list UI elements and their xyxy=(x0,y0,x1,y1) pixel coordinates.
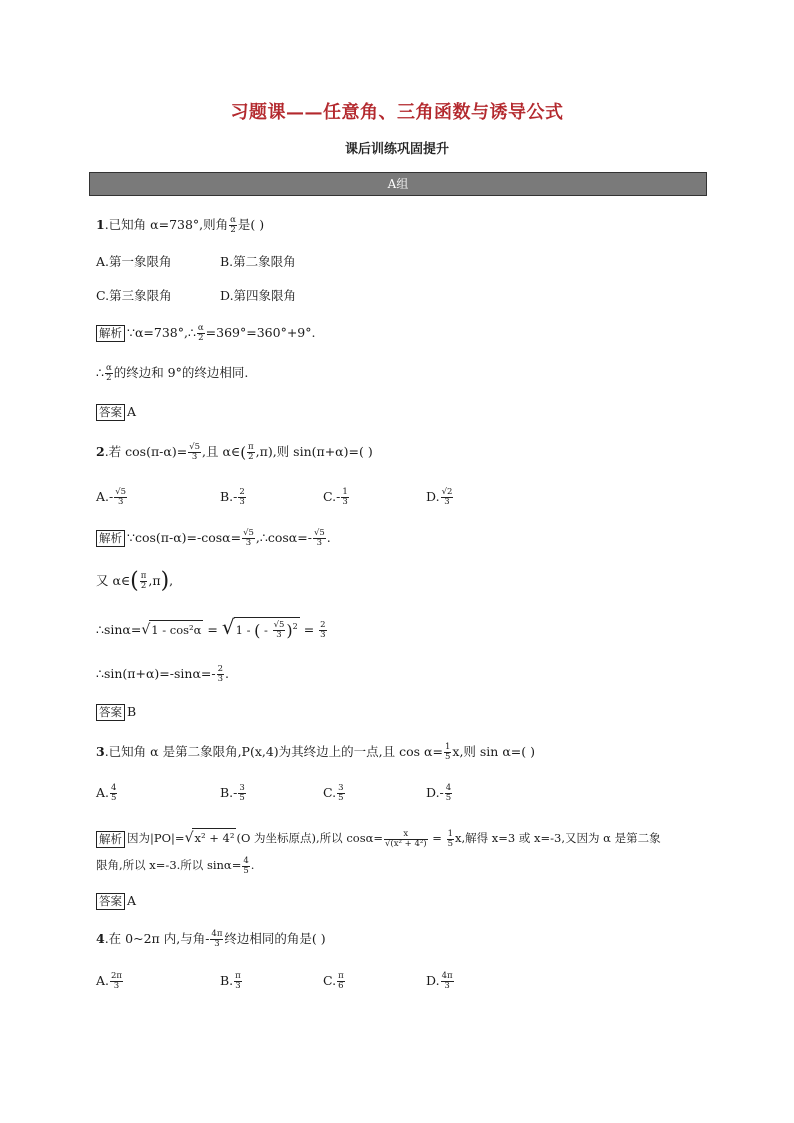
answer-tag: 答案 xyxy=(96,404,125,421)
answer-tag: 答案 xyxy=(96,893,125,910)
option-d: D. $\frac{√2}{3}$ xyxy=(426,487,453,507)
analysis-3: 解析 因为|PO|=√x² + 4² (O 为坐标原点),所以 cosα= $\frac{x}{\text{√(x² + 4²)}}$ = $\frac{1}{5}$ x,解得 x=3 或 x=-3,又因为 α 是第二象 xyxy=(96,828,661,849)
option-b: B. $\frac{\pi}{3}$ xyxy=(220,971,241,991)
question-2: 2.若 cos(π-α)= $\frac{√5}{3}$ ,且 α∈( $\frac{\pi}{2}$ ,π),则 sin(π+α)=( ) xyxy=(96,442,373,462)
option-b: B.第二象限角 xyxy=(220,254,296,269)
analysis-1-line2: ∴ $\frac{\alpha}{2}$ 的终边和 9°的终边相同. xyxy=(96,363,249,383)
option-d: D. $\frac{4\pi}{3}$ xyxy=(426,971,453,991)
answer-3 xyxy=(96,892,136,910)
option-a: A.- $\frac{√5}{3}$ xyxy=(96,487,127,507)
option-c: C. $\frac{3}{5}$ xyxy=(323,783,344,803)
fraction: $\frac{\alpha}{2}$ xyxy=(197,323,204,343)
fraction: $\frac{\alpha}{2}$ xyxy=(105,363,112,383)
answer-1 xyxy=(96,403,136,421)
answer-tag: 答案 xyxy=(96,704,125,721)
option-b: B.- $\frac{2}{3}$ xyxy=(220,487,245,507)
fraction: $\frac{\alpha}{2}$ xyxy=(230,215,236,235)
question-1: 1.已知角 α=738°,则角 $\frac{\alpha}{2}$ 是( ) xyxy=(96,215,265,235)
option-c: C. $\frac{\pi}{6}$ xyxy=(323,971,344,991)
analysis-3-line2: 限角,所以 x=-3.所以 sinα= $\frac{4}{5}$ . xyxy=(96,855,255,876)
option-a: A. $\frac{2\pi}{3}$ xyxy=(96,971,123,991)
question-number: 4 xyxy=(96,931,105,946)
analysis-tag: 解析 xyxy=(96,530,125,547)
analysis-tag: 解析 xyxy=(96,325,125,342)
option-c: C.第三象限角 xyxy=(96,288,172,303)
analysis-2-line2: 又 α∈( $\frac{\pi}{2}$ ,π), xyxy=(96,568,174,594)
option-a: A. $\frac{4}{5}$ xyxy=(96,783,117,803)
option-a: A.第一象限角 xyxy=(96,254,172,269)
analysis-2-line3: ∴sinα=√1 - cos²α = √1 - ( - $\frac{√5}{3}$ )$^2$ = $\frac{2}{3}$ xyxy=(96,614,326,641)
option-d: D.第四象限角 xyxy=(220,288,297,303)
fraction: $\frac{√5}{3}$ xyxy=(189,442,201,462)
option-d: D.- $\frac{4}{5}$ xyxy=(426,783,452,803)
answer-2 xyxy=(96,703,136,721)
analysis-2: 解析 ∵cos(π-α)=-cosα= $\frac{√5}{3}$ ,∴cosα=- $\frac{√5}{3}$ . xyxy=(96,529,331,548)
analysis-tag: 解析 xyxy=(96,831,125,848)
question-number: 2 xyxy=(96,444,105,459)
option-b: B.- $\frac{3}{5}$ xyxy=(220,783,245,803)
question-3: 3.已知角 α 是第二象限角,P(x,4)为其终边上的一点,且 cos α= $\frac{1}{5}$ x,则 sin α=( ) xyxy=(96,742,535,762)
answer-value: B xyxy=(127,704,137,719)
page-subtitle: 课后训练巩固提升 xyxy=(344,142,449,157)
page-title: 习题课——任意角、三角函数与诱导公式 xyxy=(230,102,564,123)
answer-value: A xyxy=(127,404,137,419)
analysis-1: 解析 ∵α=738°,∴ $\frac{\alpha}{2}$ =369°=360°+9°. xyxy=(96,324,315,343)
analysis-2-line4: ∴sin(π+α)=-sinα=- $\frac{2}{3}$ . xyxy=(96,664,230,684)
question-4: 4.在 0~2π 内,与角- $\frac{4\pi}{3}$ 终边相同的角是( ) xyxy=(96,929,326,949)
group-header: A组 xyxy=(89,172,707,196)
option-c: C.- $\frac{1}{3}$ xyxy=(323,487,348,507)
fraction: $\frac{\pi}{2}$ xyxy=(248,442,254,462)
question-number: 3 xyxy=(96,744,105,759)
answer-value: A xyxy=(127,893,137,908)
question-number: 1 xyxy=(96,217,105,232)
